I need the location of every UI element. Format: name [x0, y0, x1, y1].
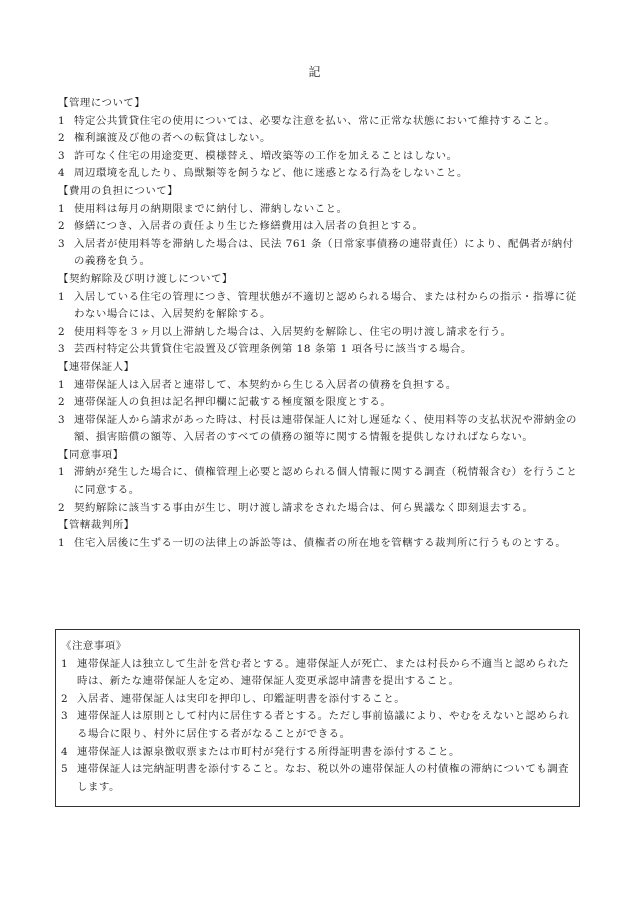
item-text: 入居している住宅の管理につき、管理状態が不適切と認められる場合、または村からの指示・指導に従わない場合には、入居契約を解除する。 — [74, 290, 577, 321]
item-number: 3 — [61, 710, 69, 723]
item-number: 1 — [58, 536, 66, 549]
item-text: 連帯保証人は源泉徴収票または市町村が発行する所得証明書を添付すること。 — [77, 745, 460, 758]
list-item — [58, 148, 582, 166]
document-body — [58, 95, 582, 552]
list-item — [61, 656, 572, 691]
item-text: 入居者、連帯保証人は実印を押印し、印鑑証明書を添付すること。 — [77, 692, 406, 705]
item-number: 4 — [61, 745, 69, 758]
section — [58, 359, 582, 447]
item-number: 2 — [58, 220, 66, 233]
list-item — [58, 236, 582, 271]
item-text: 滞納が発生した場合に、債権管理上必要と認められる個人情報に関する調査（税情報含む）を行うことに同意する。 — [74, 466, 578, 497]
section — [58, 183, 582, 271]
section-title: 【管轄裁判所】 — [58, 519, 135, 532]
item-number: 1 — [58, 202, 66, 215]
list-item — [58, 130, 582, 148]
item-text: 入居者が使用料等を滞納した場合は、民法 761 条（日常家事債務の連帯責任）により、配偶者が納付の義務を負う。 — [74, 237, 574, 268]
list-item — [58, 165, 582, 183]
item-text: 連帯保証人は完納証明書を添付すること。なお、税以外の連帯保証人の村債権の滞納についても調査します。 — [77, 763, 570, 793]
document-heading: 記 — [308, 65, 322, 79]
item-text: 契約解除に該当する事由が生じ、明け渡し請求をされた場合は、何ら異議なく即刻退去する。 — [74, 501, 534, 514]
item-number: 2 — [58, 396, 66, 409]
item-number: 5 — [61, 763, 69, 776]
list-item — [58, 289, 582, 324]
list-item — [58, 341, 582, 359]
item-text: 権利譲渡及び他の者への転貸はしない。 — [74, 132, 271, 145]
item-text: 芸西村特定公共賃貸住宅設置及び管理条例第 18 条第 1 項各号に該当する場合。 — [74, 343, 472, 356]
section-title: 【管理について】 — [58, 97, 146, 109]
item-number: 2 — [58, 325, 66, 338]
item-number: 1 — [58, 378, 66, 391]
list-item — [58, 464, 582, 499]
list-item — [58, 394, 582, 412]
item-text: 使用料等を３ヶ月以上滞納した場合は、入居契約を解除し、住宅の明け渡し請求を行う。 — [74, 325, 512, 338]
section — [58, 95, 582, 183]
section-title: 【契約解除及び明け渡しについて】 — [58, 272, 233, 285]
list-item — [61, 744, 572, 762]
item-text: 周辺環境を乱したり、鳥獣類等を飼うなど、他に迷惑となる行為をしないこと。 — [74, 167, 468, 180]
item-text: 連帯保証人から請求があった時は、村長は連帯保証人に対し遅延なく、使用料等の支払状況や滞納金の額、損害賠償の額等、入居者のすべての債務の額等に関する情報を提供しなければならない。 — [74, 413, 577, 444]
item-number: 3 — [58, 237, 66, 250]
notes-box — [55, 629, 580, 807]
item-text: 使用料は毎月の納期限までに納付し、滞納しないこと。 — [74, 202, 348, 215]
list-item — [61, 708, 572, 743]
list-item — [61, 761, 572, 796]
item-number: 2 — [58, 501, 66, 514]
item-text: 連帯保証人は入居者と連帯して、本契約から生じる入居者の債務を負担する。 — [74, 378, 457, 391]
list-item — [58, 377, 582, 395]
section — [58, 271, 582, 359]
item-text: 許可なく住宅の用途変更、模様替え、増改築等の工作を加えることはしない。 — [74, 149, 458, 162]
section-title: 【連帯保証人】 — [58, 360, 135, 373]
item-text: 連帯保証人は原則として村内に居住する者とする。ただし事前協議により、やむをえないと認められる場合に限り、村外に居住する者がなることができる。 — [77, 710, 570, 740]
list-item — [58, 218, 582, 236]
list-item — [58, 201, 582, 219]
item-number: 1 — [58, 466, 66, 479]
item-text: 住宅入居後に生ずる一切の法律上の訴訟等は、債権者の所在地を管轄する裁判所に行うものとする。 — [74, 536, 567, 549]
list-item — [61, 691, 572, 709]
item-number: 2 — [61, 692, 69, 705]
item-number: 2 — [58, 132, 66, 145]
list-item — [58, 412, 582, 447]
item-text: 修繕につき、入居者の責任より生じた修繕費用は入居者の負担とする。 — [74, 220, 424, 233]
item-text: 連帯保証人は独立して生計を営む者とする。連帯保証人が死亡、または村長から不適当と認められた時は、新たな連帯保証人を定め、連帯保証人変更承認申請書を提出すること。 — [77, 657, 570, 688]
list-item — [58, 324, 582, 342]
notes-title: 《注意事項》 — [61, 640, 127, 652]
item-number: 4 — [58, 167, 66, 180]
section — [58, 517, 582, 552]
section-title: 【費用の負担について】 — [58, 184, 179, 197]
item-number: 3 — [58, 149, 66, 162]
section-title: 【同意事項】 — [58, 448, 124, 461]
item-text: 特定公共賃貸住宅の使用については、必要な注意を払い、常に正常な状態において維持すること。 — [74, 114, 556, 127]
section — [58, 447, 582, 517]
item-number: 3 — [58, 343, 66, 356]
list-item — [58, 500, 582, 518]
item-number: 3 — [58, 413, 66, 426]
item-number: 1 — [61, 657, 69, 670]
list-item — [58, 113, 582, 131]
item-number: 1 — [58, 114, 66, 127]
item-number: 1 — [58, 290, 66, 303]
item-text: 連帯保証人の負担は記名押印欄に記載する極度額を限度とする。 — [74, 396, 392, 409]
list-item — [58, 535, 582, 553]
